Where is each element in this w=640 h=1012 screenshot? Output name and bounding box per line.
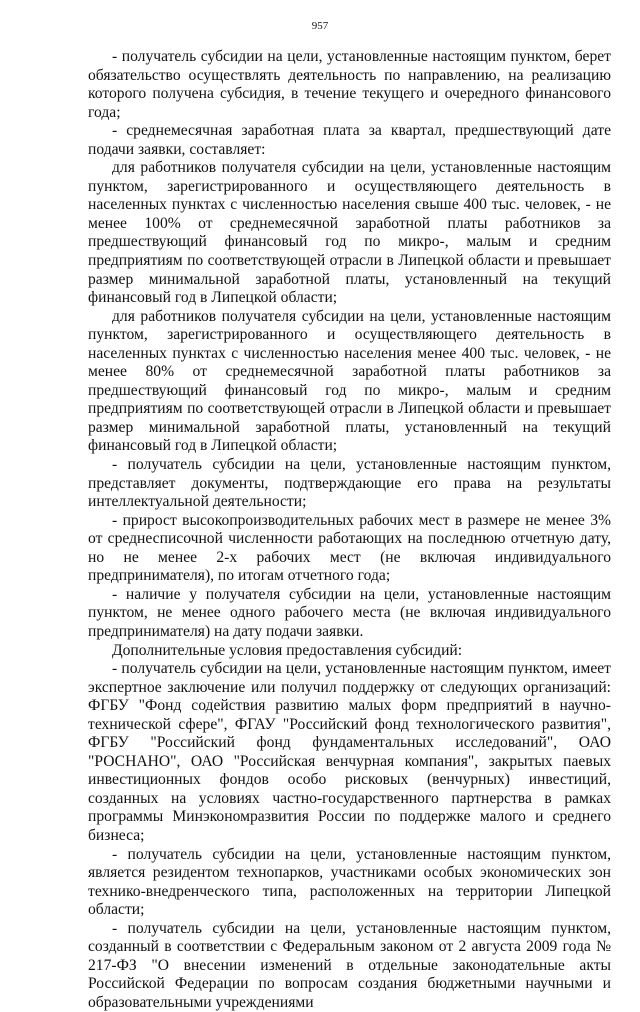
page-number: 957 xyxy=(311,20,329,32)
paragraph-4: для работников получателя субсидии на цели, установленные настоящим пунктом, зарегистрированного и осуществляющего деятельность в населенных пунктах с численностью населения менее 400 тыс. человек, - не менее 80% от среднемесячной заработной платы работников за предшествующий финансовый год по микро-, малым и средним предприятиям по соответствующей отрасли в Липецкой области и превышает размер минимальной заработной платы, установленный на текущий финансовый год в Липецкой области; xyxy=(88,307,611,455)
paragraph-11: - получатель субсидии на цели, установленные настоящим пунктом, созданный в соответствии с Федеральным законом от 2 августа 2009 года № 217-ФЗ "О внесении изменений в отдельные законодательные акты Российской Федерации по вопросам создания бюджетными научными и образовательными учреждениями xyxy=(88,919,611,1011)
paragraph-2: - среднемесячная заработная плата за квартал, предшествующий дате подачи заявки, составляет: xyxy=(88,122,611,158)
paragraph-6: - прирост высокопроизводительных рабочих мест в размере не менее 3% от среднесписочной численности работающих на последнюю отчетную дату, но не менее 2-х рабочих мест (не включая индивидуального предпринимателя), по итогам отчетного года; xyxy=(88,511,611,585)
paragraph-8: Дополнительные условия предоставления субсидий: xyxy=(112,641,463,659)
document-body xyxy=(88,48,611,1012)
paragraph-10: - получатель субсидии на цели, установленные настоящим пунктом, является резидентом технопарков, участниками особых экономических зон технико-внедренческого типа, расположенных на территории Липецкой области; xyxy=(88,845,611,919)
paragraph-7: - наличие у получателя субсидии на цели, установленные настоящим пунктом, не менее одного рабочего места (не включая индивидуального предпринимателя) на дату подачи заявки. xyxy=(88,585,611,640)
paragraph-3: для работников получателя субсидии на цели, установленные настоящим пунктом, зарегистрированного и осуществляющего деятельность в населенных пунктах с численностью населения свыше 400 тыс. человек, - не менее 100% от среднемесячной заработной платы работников за предшествующий финансовый год по микро-, малым и средним предприятиям по соответствующей отрасли в Липецкой области и превышает размер минимальной заработной платы, установленный на текущий финансовый год в Липецкой области; xyxy=(88,159,611,307)
paragraph-5: - получатель субсидии на цели, установленные настоящим пунктом, представляет документы, подтверждающие его права на результаты интеллектуальной деятельности; xyxy=(88,456,611,511)
paragraph-9: - получатель субсидии на цели, установленные настоящим пунктом, имеет экспертное заключение или получил поддержку от следующих организаций: ФГБУ "Фонд содействия развитию малых форм предприятий в научно-технической сфере", ФГАУ "Российский фонд технологического развития", ФГБУ "Российский фонд фундаментальных исследований", ОАО "РОСНАНО", ОАО "Российская венчурная компания", закрытых паевых инвестиционных фондов особо рисковых (венчурных) инвестиций, созданных на условиях частно-государственного партнерства в рамках программы Минэкономразвития России по поддержке малого и среднего бизнеса; xyxy=(88,660,611,844)
paragraph-1: - получатель субсидии на цели, установленные настоящим пунктом, берет обязательство осуществлять деятельность по направлению, на реализацию которого получена субсидия, в течение текущего и очередного финансового года; xyxy=(88,48,611,121)
